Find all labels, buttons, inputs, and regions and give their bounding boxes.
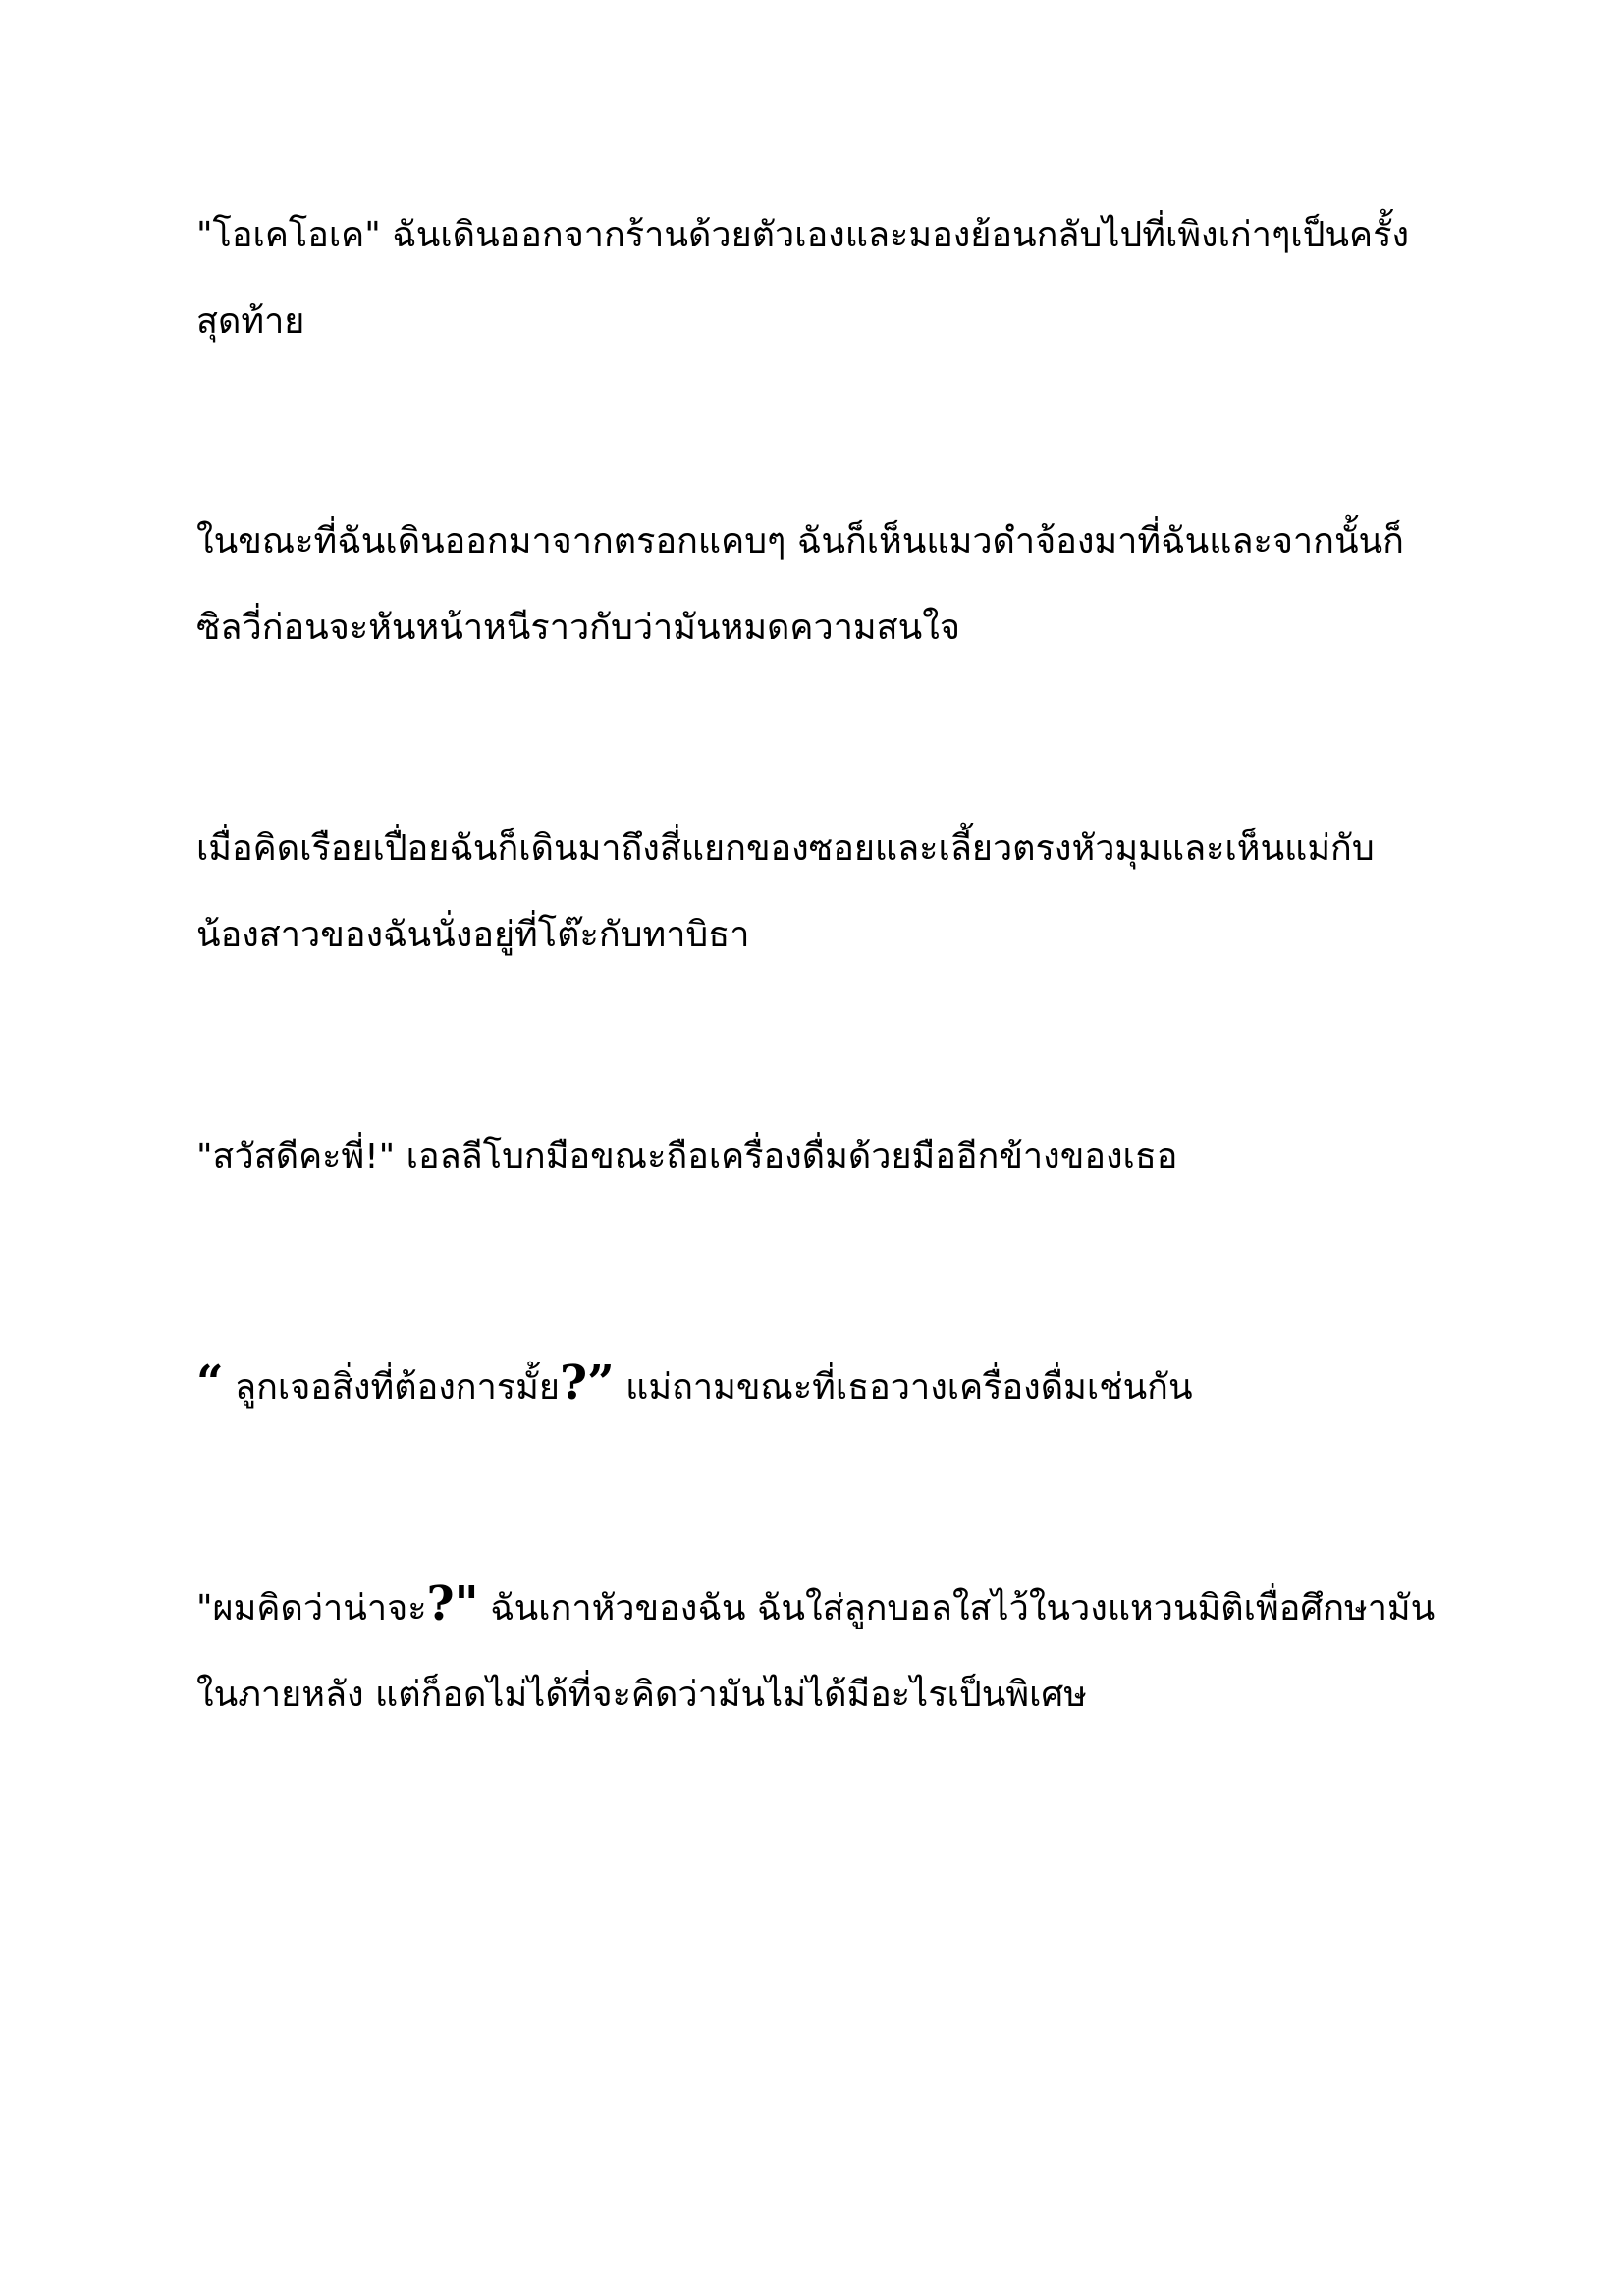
text-line: ในขณะที่ฉันเดินออกมาจากตรอกแคบๆ ฉันก็เห็นแมวดำจ้องมาที่ฉันและจากนั้นก็ bbox=[196, 521, 1404, 561]
paragraph-answer bbox=[196, 1566, 1453, 1738]
narration-text: แม่ถามขณะที่เธอวางเครื่องดื่มเช่นกัน bbox=[614, 1367, 1193, 1408]
text-line: เมื่อคิดเรือยเปื่อยฉันก็เดินมาถึงสี่แยกของซอยและเลี้ยวตรงหัวมุมและเห็นแม่กับ bbox=[196, 828, 1375, 869]
text-line: "สวัสดีคะพี่!" เอลลีโบกมือขณะถือเครื่องดื่มด้วยมืออีกข้างของเธอ bbox=[196, 1137, 1178, 1177]
dialogue-text: ลูกเจอสิ่งที่ต้องการมั้ย bbox=[223, 1367, 560, 1408]
dialogue-text: "ผมคิดว่าน่าจะ bbox=[196, 1588, 427, 1629]
paragraph-mother-question bbox=[196, 1345, 1453, 1431]
open-quote: “ bbox=[196, 1356, 224, 1411]
paragraph-leaving-shop bbox=[196, 192, 1453, 365]
paragraph-black-cat bbox=[196, 499, 1453, 671]
text-line bbox=[196, 1345, 1453, 1431]
text-line: สุดท้าย bbox=[196, 301, 305, 342]
text-line: น้องสาวของฉันนั่งอยู่ที่โต๊ะกับทาบิธา bbox=[196, 915, 750, 955]
text-line bbox=[196, 1566, 1453, 1652]
text-line: "โอเคโอเค" ฉันเดินออกจากร้านด้วยตัวเองและมองย้อนกลับไปที่เพิงเก่าๆเป็นครั้ง bbox=[196, 215, 1410, 255]
close-quote: ?" bbox=[426, 1576, 479, 1631]
paragraph-intersection bbox=[196, 806, 1453, 979]
text-line: ในภายหลัง แต่ก็อดไม่ได้ที่จะคิดว่ามันไม่ได้มีอะไรเป็นพิเศษ bbox=[196, 1675, 1087, 1715]
paragraph-greeting bbox=[196, 1114, 1453, 1201]
text-line: ซิลวี่ก่อนจะหันหน้าหนีราวกับว่ามันหมดความสนใจ bbox=[196, 608, 960, 648]
close-quote: ?” bbox=[559, 1356, 615, 1411]
narration-text: ฉันเกาหัวของฉัน ฉันใส่ลูกบอลใสไว้ในวงแหวนมิติเพื่อศึกษามัน bbox=[478, 1588, 1435, 1629]
